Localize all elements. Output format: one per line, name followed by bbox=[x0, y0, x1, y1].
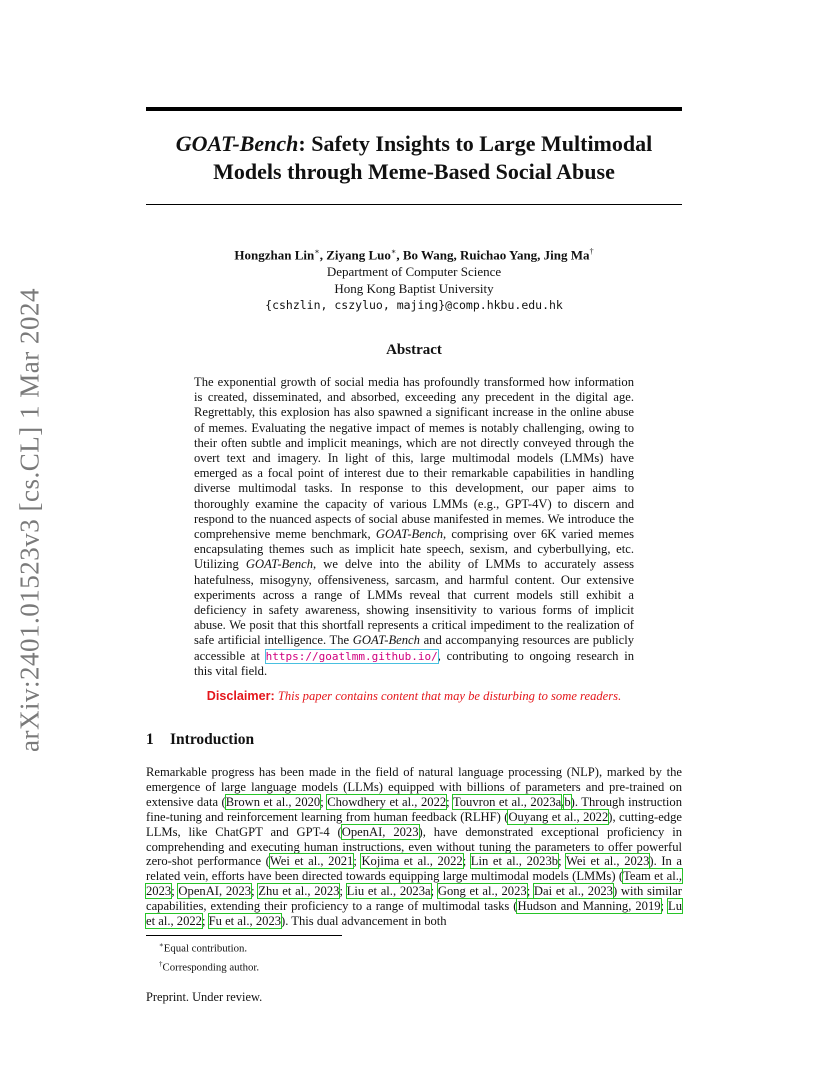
citation-link[interactable]: Wei et al., 2023 bbox=[565, 854, 650, 869]
abstract-body bbox=[194, 375, 634, 679]
citation-link[interactable]: Zhu et al., 2023 bbox=[258, 884, 340, 899]
title-line2: Models through Meme-Based Social Abuse bbox=[213, 159, 615, 184]
citation-link[interactable]: Fu et al., 2023 bbox=[208, 914, 282, 929]
footnote-corresponding-author: †Corresponding author. bbox=[159, 959, 260, 974]
intro-text: ; bbox=[339, 884, 347, 899]
citation-link[interactable]: Lu et al., 2022 bbox=[146, 899, 683, 929]
abstract-text-2: , comprising over 6K varied memes encapsulating themes such as implicit hate speech, sexism, and cyberbullying, etc. Utilizing bbox=[194, 527, 634, 572]
author-others: , Bo Wang, Ruichao Yang, Jing Ma bbox=[396, 247, 590, 263]
footnote-equal-contribution: ∗Equal contribution. bbox=[159, 941, 248, 955]
intro-text: ; bbox=[446, 794, 453, 809]
citation-link[interactable]: Wei et al., 2021 bbox=[269, 854, 354, 869]
intro-text: Remarkable progress has been made in the field of natural language processing (NLP), marked by the emergence of large language models (LLMs) equipped with billions of parameters and pre-trained on extensive data ( bbox=[146, 765, 682, 809]
citation-link[interactable]: Hudson and Manning, 2019 bbox=[517, 899, 661, 914]
equal-contribution-mark-1: ∗ bbox=[314, 247, 320, 256]
abstract-heading: Abstract bbox=[386, 342, 442, 358]
intro-text: ; bbox=[558, 854, 566, 869]
intro-text: ; bbox=[171, 884, 179, 899]
citation-link[interactable]: Kojima et al., 2022 bbox=[361, 854, 463, 869]
intro-text: ; bbox=[526, 884, 534, 899]
section-heading-introduction bbox=[146, 731, 254, 749]
author-names bbox=[146, 243, 682, 263]
intro-text: ; bbox=[320, 794, 328, 809]
abstract-benchmark-name-2: GOAT-Bench bbox=[245, 557, 314, 572]
intro-text: ), have demonstrated exceptional proficiency in comprehending and executing human instructions, even without tuning the parameters to offer powerful zero-shot performance ( bbox=[146, 824, 682, 869]
citation-link[interactable]: Lin et al., 2023b bbox=[470, 854, 559, 869]
citation-link[interactable]: Ouyang et al., 2022 bbox=[508, 809, 609, 824]
disclaimer-label: Disclaimer: bbox=[206, 689, 275, 703]
arxiv-identifier-stamp: arXiv:2401.01523v3 [cs.CL] 1 Mar 2024 bbox=[14, 288, 45, 752]
citation-link[interactable]: Gong et al., 2023 bbox=[437, 884, 527, 899]
title-benchmark-name: GOAT-Bench bbox=[175, 131, 299, 156]
citation-link[interactable]: Team et al., 2023 bbox=[146, 869, 682, 899]
corresponding-author-mark: † bbox=[589, 247, 594, 256]
citation-link[interactable]: OpenAI, 2023 bbox=[341, 824, 419, 839]
content-disclaimer bbox=[146, 689, 682, 704]
intro-text: ) with similar capabilities, extending their proficiency to a range of multimodal tasks ( bbox=[146, 884, 682, 914]
abstract-text-5: , contributing to ongoing research in this vital field. bbox=[194, 648, 634, 678]
intro-text: ; bbox=[353, 854, 362, 869]
intro-text: ; bbox=[660, 899, 669, 914]
citation-link[interactable]: b bbox=[564, 794, 571, 809]
intro-text: ; bbox=[201, 914, 209, 929]
intro-text: ; bbox=[430, 884, 438, 899]
intro-text: ; bbox=[462, 854, 471, 869]
intro-text: , bbox=[561, 794, 565, 809]
abstract-text-1: The exponential growth of social media has profoundly transformed how information is created, disseminated, and absorbed, exceeding any precedent in the digital age. Regrettably, this explosion has also spawned a significant increase in the online abuse of memes. Evaluating the negative impact of memes is notably challenging, owing to their often subtle and implicit meanings, which are not directly conveyed through the overt text and imagery. In light of this, large multimodal models (LMMs) have emerged as a focal point of interest due to their remarkable capabilities in handling diverse multimodal tasks. In response to this development, our paper aims to thoroughly examine the capacity of various LMMs (e.g., GPT-4V) to discern and respond to the nuanced aspects of social abuse manifested in memes. We introduce the comprehensive meme benchmark, bbox=[194, 375, 634, 542]
citation-link[interactable]: OpenAI, 2023 bbox=[178, 884, 252, 899]
university: Hong Kong Baptist University bbox=[334, 281, 494, 297]
intro-text: ). Through instruction fine-tuning and reinforcement learning from human feedback (RLHF) ( bbox=[146, 794, 683, 824]
abstract-benchmark-name-3: GOAT-Bench bbox=[352, 633, 420, 648]
citation-link[interactable]: Dai et al., 2023 bbox=[533, 884, 613, 899]
section-title: Introduction bbox=[170, 731, 255, 748]
author-emails: {cshzlin, cszyluo, majing}@comp.hkbu.edu.hk bbox=[265, 298, 563, 313]
project-url-link[interactable]: https://goatlmm.github.io/ bbox=[265, 649, 438, 663]
abstract-text-4: and accompanying resources are publicly accessible at bbox=[194, 633, 635, 663]
equal-contribution-mark-2: ∗ bbox=[390, 247, 397, 256]
intro-text: ). In a related vein, efforts have been directed towards equipping large multimodal models (LMMs) ( bbox=[146, 854, 682, 884]
footnote-rule bbox=[146, 935, 342, 936]
intro-text: ; bbox=[251, 884, 259, 899]
abstract-benchmark-name-1: GOAT-Bench bbox=[375, 527, 444, 542]
citation-link[interactable]: Brown et al., 2020 bbox=[225, 794, 321, 809]
author-block bbox=[146, 243, 682, 314]
section-number: 1 bbox=[146, 731, 154, 748]
title-top-rule bbox=[146, 107, 682, 111]
department: Department of Computer Science bbox=[326, 264, 502, 280]
title-line1-rest: : Safety Insights to Large Multimodal bbox=[298, 131, 653, 156]
intro-text: ). This dual advancement in both bbox=[281, 914, 447, 929]
disclaimer-text: This paper contains content that may be disturbing to some readers. bbox=[277, 689, 622, 703]
author-2: , Ziyang Luo bbox=[319, 247, 391, 263]
abstract-text-3: , we delve into the ability of LMMs to accurately assess hatefulness, misogyny, offensiveness, sarcasm, and harmful content. Our extensive experiments across a range of LMMs reveal that current models still exhibit a deficiency in safety awareness, showing insensitivity to various forms of implicit abuse. We posit that this shortfall represents a critical impediment to the realization of safe artificial intelligence. The bbox=[194, 557, 635, 648]
intro-text: ), cutting-edge LLMs, like ChatGPT and GPT-4 ( bbox=[146, 809, 682, 839]
footnotes bbox=[159, 938, 259, 975]
author-1: Hongzhan Lin bbox=[234, 247, 315, 263]
citation-link[interactable]: Chowdhery et al., 2022 bbox=[327, 794, 447, 809]
citation-link[interactable]: Liu et al., 2023a bbox=[346, 884, 431, 899]
introduction-paragraph bbox=[146, 765, 682, 929]
citation-link[interactable]: Touvron et al., 2023a bbox=[452, 794, 562, 809]
preprint-notice: Preprint. Under review. bbox=[146, 990, 263, 1004]
paper-title bbox=[146, 130, 682, 186]
title-bottom-rule bbox=[146, 204, 682, 205]
